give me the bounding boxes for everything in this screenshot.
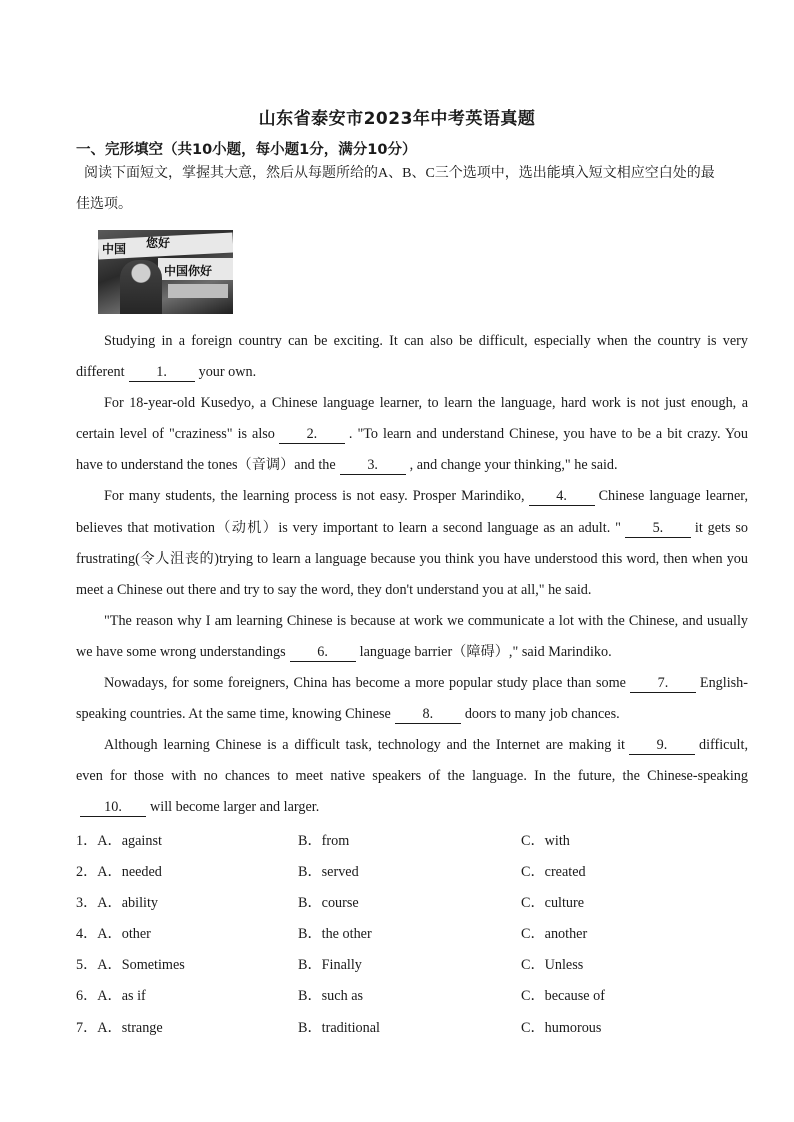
photo-text-3: 中国你好 — [164, 264, 213, 278]
option-3c: C．culture — [521, 895, 585, 912]
student-figure — [120, 260, 162, 314]
option-2a: A．needed — [97, 864, 162, 881]
option-6b: B．such as — [298, 988, 364, 1005]
option-7c: C．humorous — [521, 1019, 602, 1036]
paragraph-5: Nowadays, for some foreigners, China has become a more popular study place than some 7. English-speaking countries. At the same time, knowing Chinese 8. doors to many job chances. — [76, 675, 748, 723]
blank-6: 6. — [290, 643, 356, 662]
page-title: 山东省泰安市2023年中考英语真题 — [258, 109, 536, 129]
cloze-passage — [76, 326, 748, 824]
instruction-line-1: 阅读下面短文，掌握其大意，然后从每题所给的A、B、C三个选项中，选出能填入短文相应空白处的最 — [84, 166, 715, 181]
paragraph-2: For 18-year-old Kusedyo, a Chinese language learner, to learn the language, hard work is not just enough, a certain level of "craziness" is also 2. . "To learn and understand Chinese, you have to be a bit crazy. You have to understand the tones（音调）and the 3. , and change your thinking," he said. — [76, 395, 748, 474]
option-row-4: 4．A．other B．the other C．another — [76, 919, 748, 950]
option-4b: B．the other — [298, 926, 372, 943]
option-row-1: 1．A．against B．from C．with — [76, 826, 748, 857]
answer-options — [76, 826, 748, 1044]
blank-4: 4. — [529, 487, 595, 506]
photo-text-2: 您好 — [146, 236, 171, 250]
blank-3: 3. — [340, 456, 406, 475]
paragraph-4: "The reason why I am learning Chinese is because at work we communicate a lot with the Chinese, and usually we have some wrong understandings 6. language barrier（障碍）," said Marindiko. — [76, 612, 748, 660]
option-row-7: 7．A．strange B．traditional C．humorous — [76, 1013, 748, 1044]
option-5a: A．Sometimes — [97, 957, 185, 974]
option-row-5: 5．A．Sometimes B．Finally C．Unless — [76, 950, 748, 981]
option-1b: B．from — [298, 833, 350, 849]
blank-1: 1. — [129, 363, 195, 382]
classroom-photo — [98, 230, 233, 314]
instructions — [76, 158, 748, 220]
section-heading: 一、完形填空（共10小题，每小题1分，满分10分） — [76, 142, 417, 158]
blank-5: 5. — [625, 519, 691, 538]
option-5b: B．Finally — [298, 957, 362, 974]
option-5c: C．Unless — [521, 957, 584, 974]
instruction-line-2: 佳选项。 — [76, 197, 132, 212]
blank-8: 8. — [395, 705, 461, 724]
option-6c: C．because of — [521, 988, 605, 1005]
option-row-2: 2．A．needed B．served C．created — [76, 857, 748, 888]
option-2b: B．served — [298, 864, 359, 881]
blank-2: 2. — [279, 425, 345, 444]
paragraph-3: For many students, the learning process is not easy. Prosper Marindiko, 4. Chinese language learner, believes that motivation（动机）is very important to learn a second language as an adult. " 5. it gets so frustrating(令人沮丧的)trying to learn a language because you think you have understood this word, then when you meet a Chinese out there and try to say the word, they don't understand you at all," he said. — [76, 488, 748, 598]
photo-text-1: 中国 — [102, 242, 127, 256]
option-1c: C．with — [521, 833, 570, 849]
option-7a: A．strange — [97, 1019, 163, 1036]
option-4a: A．other — [97, 926, 151, 943]
option-7b: B．traditional — [298, 1019, 380, 1036]
option-3a: A．ability — [97, 895, 158, 912]
option-3b: B．course — [298, 895, 359, 912]
paragraph-6: Although learning Chinese is a difficult task, technology and the Internet are making it 9. difficult, even for those with no chances to meet native speakers of the language. In the future, the Chinese-speaking10. will become larger and larger. — [76, 737, 748, 816]
option-1a: A．against — [97, 833, 162, 849]
option-row-3: 3．A．ability B．course C．culture — [76, 888, 748, 919]
paragraph-1: Studying in a foreign country can be exciting. It can also be difficult, especially when the country is very different 1. your own. — [76, 333, 748, 381]
blank-7: 7. — [630, 674, 696, 693]
option-2c: C．created — [521, 864, 586, 881]
option-row-6: 6．A．as if B．such as C．because of — [76, 981, 748, 1012]
option-6a: A．as if — [97, 988, 146, 1005]
blank-10: 10. — [80, 798, 146, 817]
option-4c: C．another — [521, 926, 588, 943]
blank-9: 9. — [629, 736, 695, 755]
